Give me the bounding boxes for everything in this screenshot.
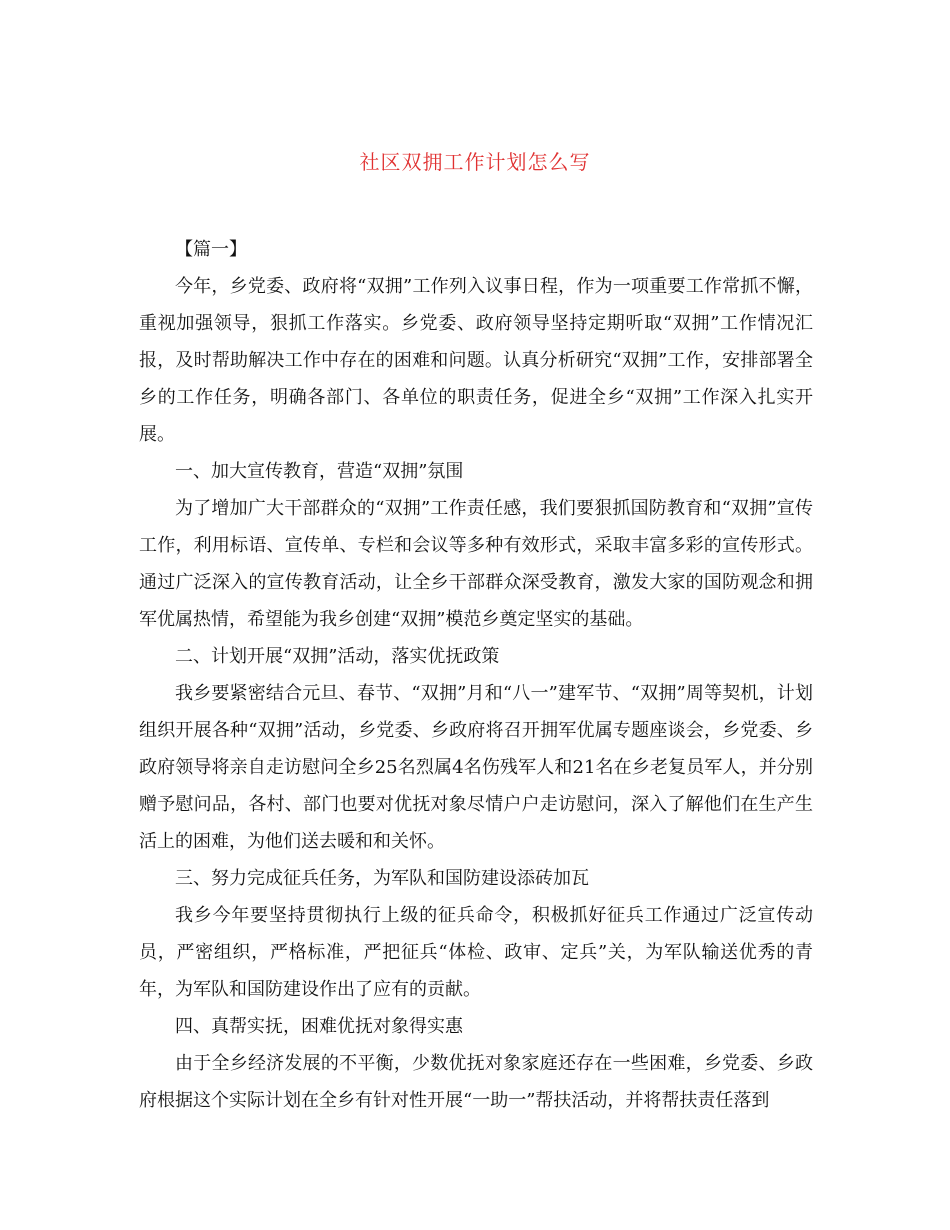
heading-3: 三、努力完成征兵任务，为军队和国防建设添砖加瓦 — [175, 868, 589, 889]
paragraph-3: 我乡今年要坚持贯彻执行上级的征兵命令，积极抓好征兵工作通过广泛宣传动员，严密组织，严格标准，严把征兵“体检、政审、定兵”关，为军队输送优秀的青年，为军队和国防建设作出了应有的贡献。 — [139, 905, 813, 1000]
section-label: 【篇一】 — [175, 239, 247, 260]
heading-4: 四、真帮实抚，困难优抚对象得实惠 — [175, 1016, 463, 1037]
heading-2: 二、计划开展“双拥”活动，落实优抚政策 — [175, 646, 500, 667]
paragraph-1: 为了增加广大干部群众的“双拥”工作责任感，我们要狠抓国防教育和“双拥”宣传工作，利用标语、宣传单、专栏和会议等多种有效形式，采取丰富多彩的宣传形式。通过广泛深入的宣传教育活动，让全乡干部群众深受教育，激发大家的国防观念和拥军优属热情，希望能为我乡创建“双拥”模范乡奠定坚实的基础。 — [139, 498, 813, 630]
paragraph-4: 由于全乡经济发展的不平衡，少数优抚对象家庭还存在一些困难，乡党委、乡政府根据这个实际计划在全乡有针对性开展“一助一”帮扶活动，并将帮扶责任落到 — [139, 1053, 813, 1111]
paragraph-intro: 今年，乡党委、政府将“双拥”工作列入议事日程，作为一项重要工作常抓不懈，重视加强领导，狠抓工作落实。乡党委、政府领导坚持定期听取“双拥”工作情况汇报，及时帮助解决工作中存在的困难和问题。认真分析研究“双拥”工作，安排部署全乡的工作任务，明确各部门、各单位的职责任务，促进全乡“双拥”工作深入扎实开展。 — [139, 276, 813, 445]
paragraph-2: 我乡要紧密结合元旦、春节、“双拥”月和“八一”建军节、“双拥”周等契机，计划组织开展各种“双拥”活动，乡党委、乡政府将召开拥军优属专题座谈会，乡党委、乡政府领导将亲自走访慰问全乡25名烈属4名伤残军人和21名在乡老复员军人，并分别赠予慰问品，各村、部门也要对优抚对象尽情户户走访慰问，深入了解他们在生产生活上的困难，为他们送去暖和和关怀。 — [139, 683, 813, 852]
document-title: 社区双拥工作计划怎么写 — [359, 150, 591, 174]
heading-1: 一、加大宣传教育，营造“双拥”氛围 — [175, 461, 464, 482]
document-body — [139, 231, 813, 1119]
